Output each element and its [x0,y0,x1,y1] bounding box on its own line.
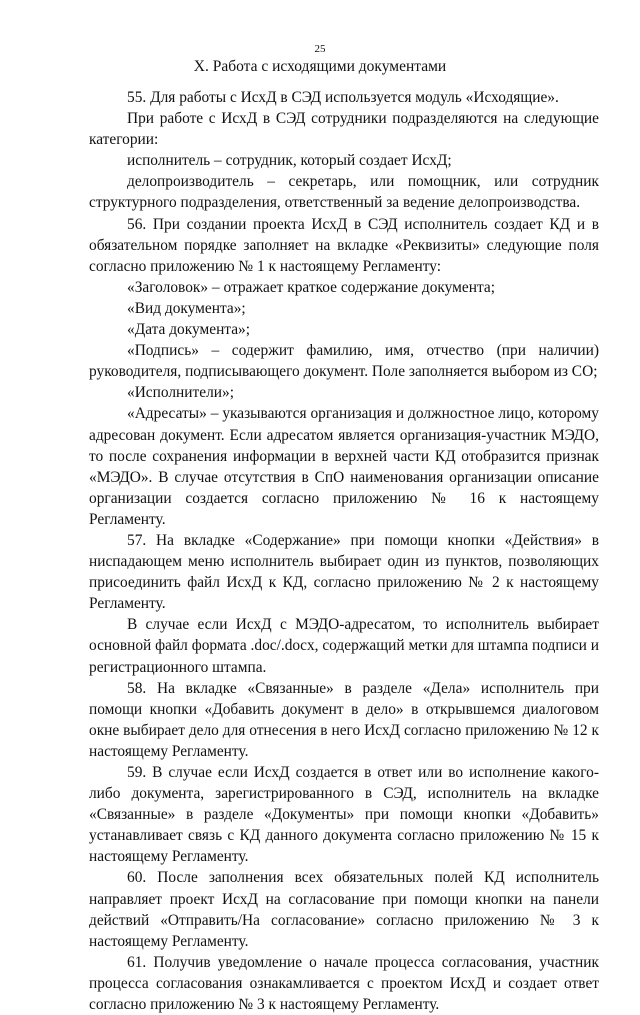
paragraph: 56. При создании проекта ИсхД в СЭД исполнитель создает КД и в обязательном порядке заполняет на вкладке «Реквизиты» следующие поля согласно приложению № 1 к настоящему Регламенту: [89,215,599,275]
paragraph: В случае если ИсхД с МЭДО-адресатом, то исполнитель выбирает основной файл формата .doc/.docx, содержащий метки для штампа подписи и регистрационного штампа. [89,616,599,676]
paragraph: «Вид документа»; [127,299,246,317]
paragraph: 59. В случае если ИсхД создается в ответ или во исполнение какого-либо документа, зарегистрированного в СЭД, исполнитель на вкладке «Связанные» в разделе «Документы» при помощи кнопки «Добавить» устанавливает связь с КД данного документа согласно приложению № 15 к настоящему Регламенту. [89,764,599,866]
paragraph: 55. Для работы с ИсхД в СЭД используется модуль «Исходящие». [127,89,559,106]
paragraph: «Подпись» – содержит фамилию, имя, отчество (при наличии) руководителя, подписывающего документ. Поле заполняется выбором из СО; [89,342,599,381]
document-body [89,87,599,1015]
paragraph: «Адресаты» – указываются организация и должностное лицо, которому адресован документ. Если адресатом является организация-участник МЭДО, то после сохранения информации в верхней части КД отобразится признак «МЭДО». В случае отсутствия в СпО наименования организации описание организации создается согласно приложению № 16 к настоящему Регламенту. [89,405,599,528]
paragraph: 58. На вкладке «Связанные» в разделе «Дела» исполнитель при помощи кнопки «Добавить документ в дело» в открывшемся диалоговом окне выбирает дело для отнесения в него ИсхД согласно приложению № 12 к настоящему Регламенту. [89,679,599,760]
paragraph: 61. Получив уведомление о начале процесса согласования, участник процесса согласования ознакамливается с проектом ИсхД и создает ответ согласно приложению № 3 к настоящему Регламенту. [89,953,599,1014]
section-title: X. Работа с исходящими документами [193,58,447,75]
paragraph: «Исполнители»; [127,384,234,402]
paragraph: 60. После заполнения всех обязательных полей КД исполнитель направляет проект ИсхД на согласование при помощи кнопки на панели действий «Отправить/На согласование» согласно приложению № 3 к настоящему Регламенту. [89,869,599,950]
paragraph: «Заголовок» – отражает краткое содержание документа; [127,278,496,296]
paragraph: При работе с ИсхД в СЭД сотрудники подразделяются на следующие категории: [89,110,599,149]
paragraph: «Дата документа»; [127,321,251,339]
paragraph: 57. На вкладке «Содержание» при помощи кнопки «Действия» в ниспадающем меню исполнитель выбирает один из пунктов, позволяющих присоединить файл ИсхД к КД, согласно приложению № 2 к настоящему Регламенту. [89,531,599,613]
paragraph: делопроизводитель – секретарь, или помощник, или сотрудник структурного подразделения, ответственный за ведение делопроизводства. [89,173,599,212]
paragraph: исполнитель – сотрудник, который создает ИсхД; [127,152,452,170]
page-number: 25 [314,43,326,55]
